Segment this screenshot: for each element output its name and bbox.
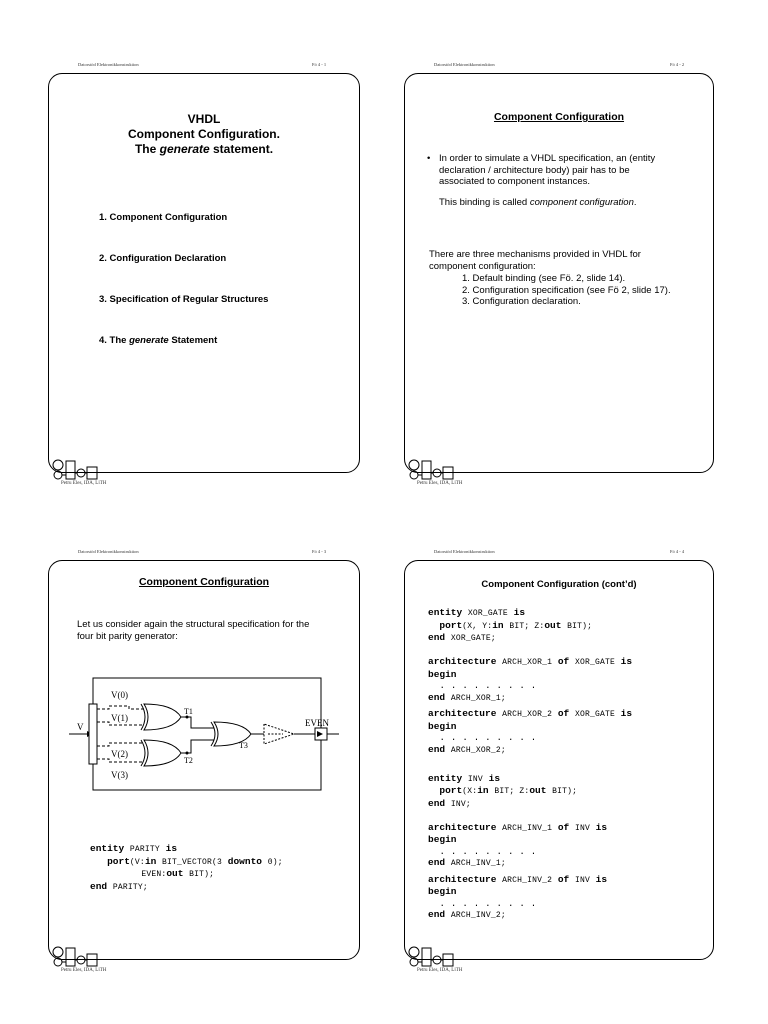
- ida-logo-icon: [406, 945, 456, 967]
- header-course: Datorstöd Elektronikkonstruktion: [78, 62, 139, 67]
- bullet-icon: •: [427, 153, 431, 164]
- label-even: EVEN: [305, 718, 329, 728]
- header-course: Datorstöd Elektronikkonstruktion: [434, 62, 495, 67]
- footer-author: Petru Eles, IDA, LiTH: [417, 968, 463, 973]
- header-page-number: Fö 4 - 3: [312, 549, 327, 554]
- ida-logo-icon: [50, 458, 100, 480]
- toc-item-2: 2. Configuration Declaration: [99, 253, 227, 264]
- title-line-1: VHDL: [187, 112, 221, 126]
- slide-frame: [404, 560, 714, 960]
- slide-title: Component Configuration: [138, 576, 270, 588]
- slide-2: [356, 0, 740, 512]
- binding-sentence: This binding is called component configuration.: [439, 197, 637, 208]
- label-v2: V(2): [111, 749, 128, 759]
- footer-author: Petru Eles, IDA, LiTH: [61, 481, 107, 486]
- slide-title: Component Configuration (cont’d): [481, 579, 637, 590]
- toc-item-3: 3. Specification of Regular Structures: [99, 294, 269, 305]
- list-item: 2. Configuration specification (see Fö 2, slide 17).: [462, 284, 671, 296]
- label-v3: V(3): [111, 770, 128, 780]
- header-page-number: Fö 4 - 4: [670, 549, 685, 554]
- label-v: V: [77, 722, 84, 732]
- title-line-2: Component Configuration.: [128, 127, 280, 141]
- header-page-number: Fö 4 - 2: [670, 62, 685, 67]
- code-block: entity XOR_GATE is port(X, Y:in BIT; Z:out BIT); end XOR_GATE; architecture ARCH_XOR_1 of XOR_GATE is begin . . . . . . . . . end ARCH_XOR_1; architecture ARCH_XOR_2 of XOR_GATE is begin . . . . . . . . . end ARCH_XOR_2; entity INV is port(X:in BIT; Z:out BIT); end INV; architecture ARCH_INV_1 of INV is begin . . . . . . . . . end ARCH_INV_1; architecture ARCH_INV_2 of INV is begin . . . . . . . . . end ARCH_INV_2;: [428, 607, 633, 920]
- list-item: 3. Configuration declaration.: [462, 296, 581, 307]
- slide-title: Component Configuration: [493, 111, 625, 123]
- title-line-3: The generate statement.: [134, 142, 274, 156]
- label-t2: T2: [184, 756, 193, 765]
- slide-1: [0, 0, 384, 512]
- toc-item-1: 1. Component Configuration: [99, 212, 228, 223]
- label-t3: T3: [239, 741, 248, 750]
- header-page-number: Fö 4 - 1: [312, 62, 327, 67]
- ida-logo-icon: [406, 458, 456, 480]
- slide-frame: [48, 560, 360, 960]
- slide-frame: [404, 73, 714, 473]
- paragraph-2: There are three mechanisms provided in VHDL for component configuration:: [429, 249, 641, 272]
- slide-3: [0, 487, 384, 999]
- intro-text: Let us consider again the structural specification for the four bit parity generator:: [77, 619, 310, 642]
- parity-circuit-diagram: [69, 664, 339, 794]
- ida-logo-icon: [50, 945, 100, 967]
- slide-4: [356, 487, 740, 999]
- slide-frame: [48, 73, 360, 473]
- header-course: Datorstöd Elektronikkonstruktion: [78, 549, 139, 554]
- header-course: Datorstöd Elektronikkonstruktion: [434, 549, 495, 554]
- label-t1: T1: [184, 707, 193, 716]
- slide-title: [49, 112, 359, 157]
- paragraph-1: In order to simulate a VHDL specification, an (entity declaration / architecture body) pair has to be associated to component instances.: [439, 153, 656, 187]
- footer-author: Petru Eles, IDA, LiTH: [61, 968, 107, 973]
- label-v0: V(0): [111, 690, 128, 700]
- footer-author: Petru Eles, IDA, LiTH: [417, 481, 463, 486]
- list-item: 1. Default binding (see Fö. 2, slide 14).: [462, 273, 626, 284]
- mechanism-list: [462, 273, 671, 308]
- code-block: entity PARITY is port(V:in BIT_VECTOR(3 downto 0); EVEN:out BIT); end PARITY;: [90, 843, 283, 892]
- toc-item-4: 4. The generate Statement: [99, 335, 218, 346]
- label-v1: V(1): [111, 713, 128, 723]
